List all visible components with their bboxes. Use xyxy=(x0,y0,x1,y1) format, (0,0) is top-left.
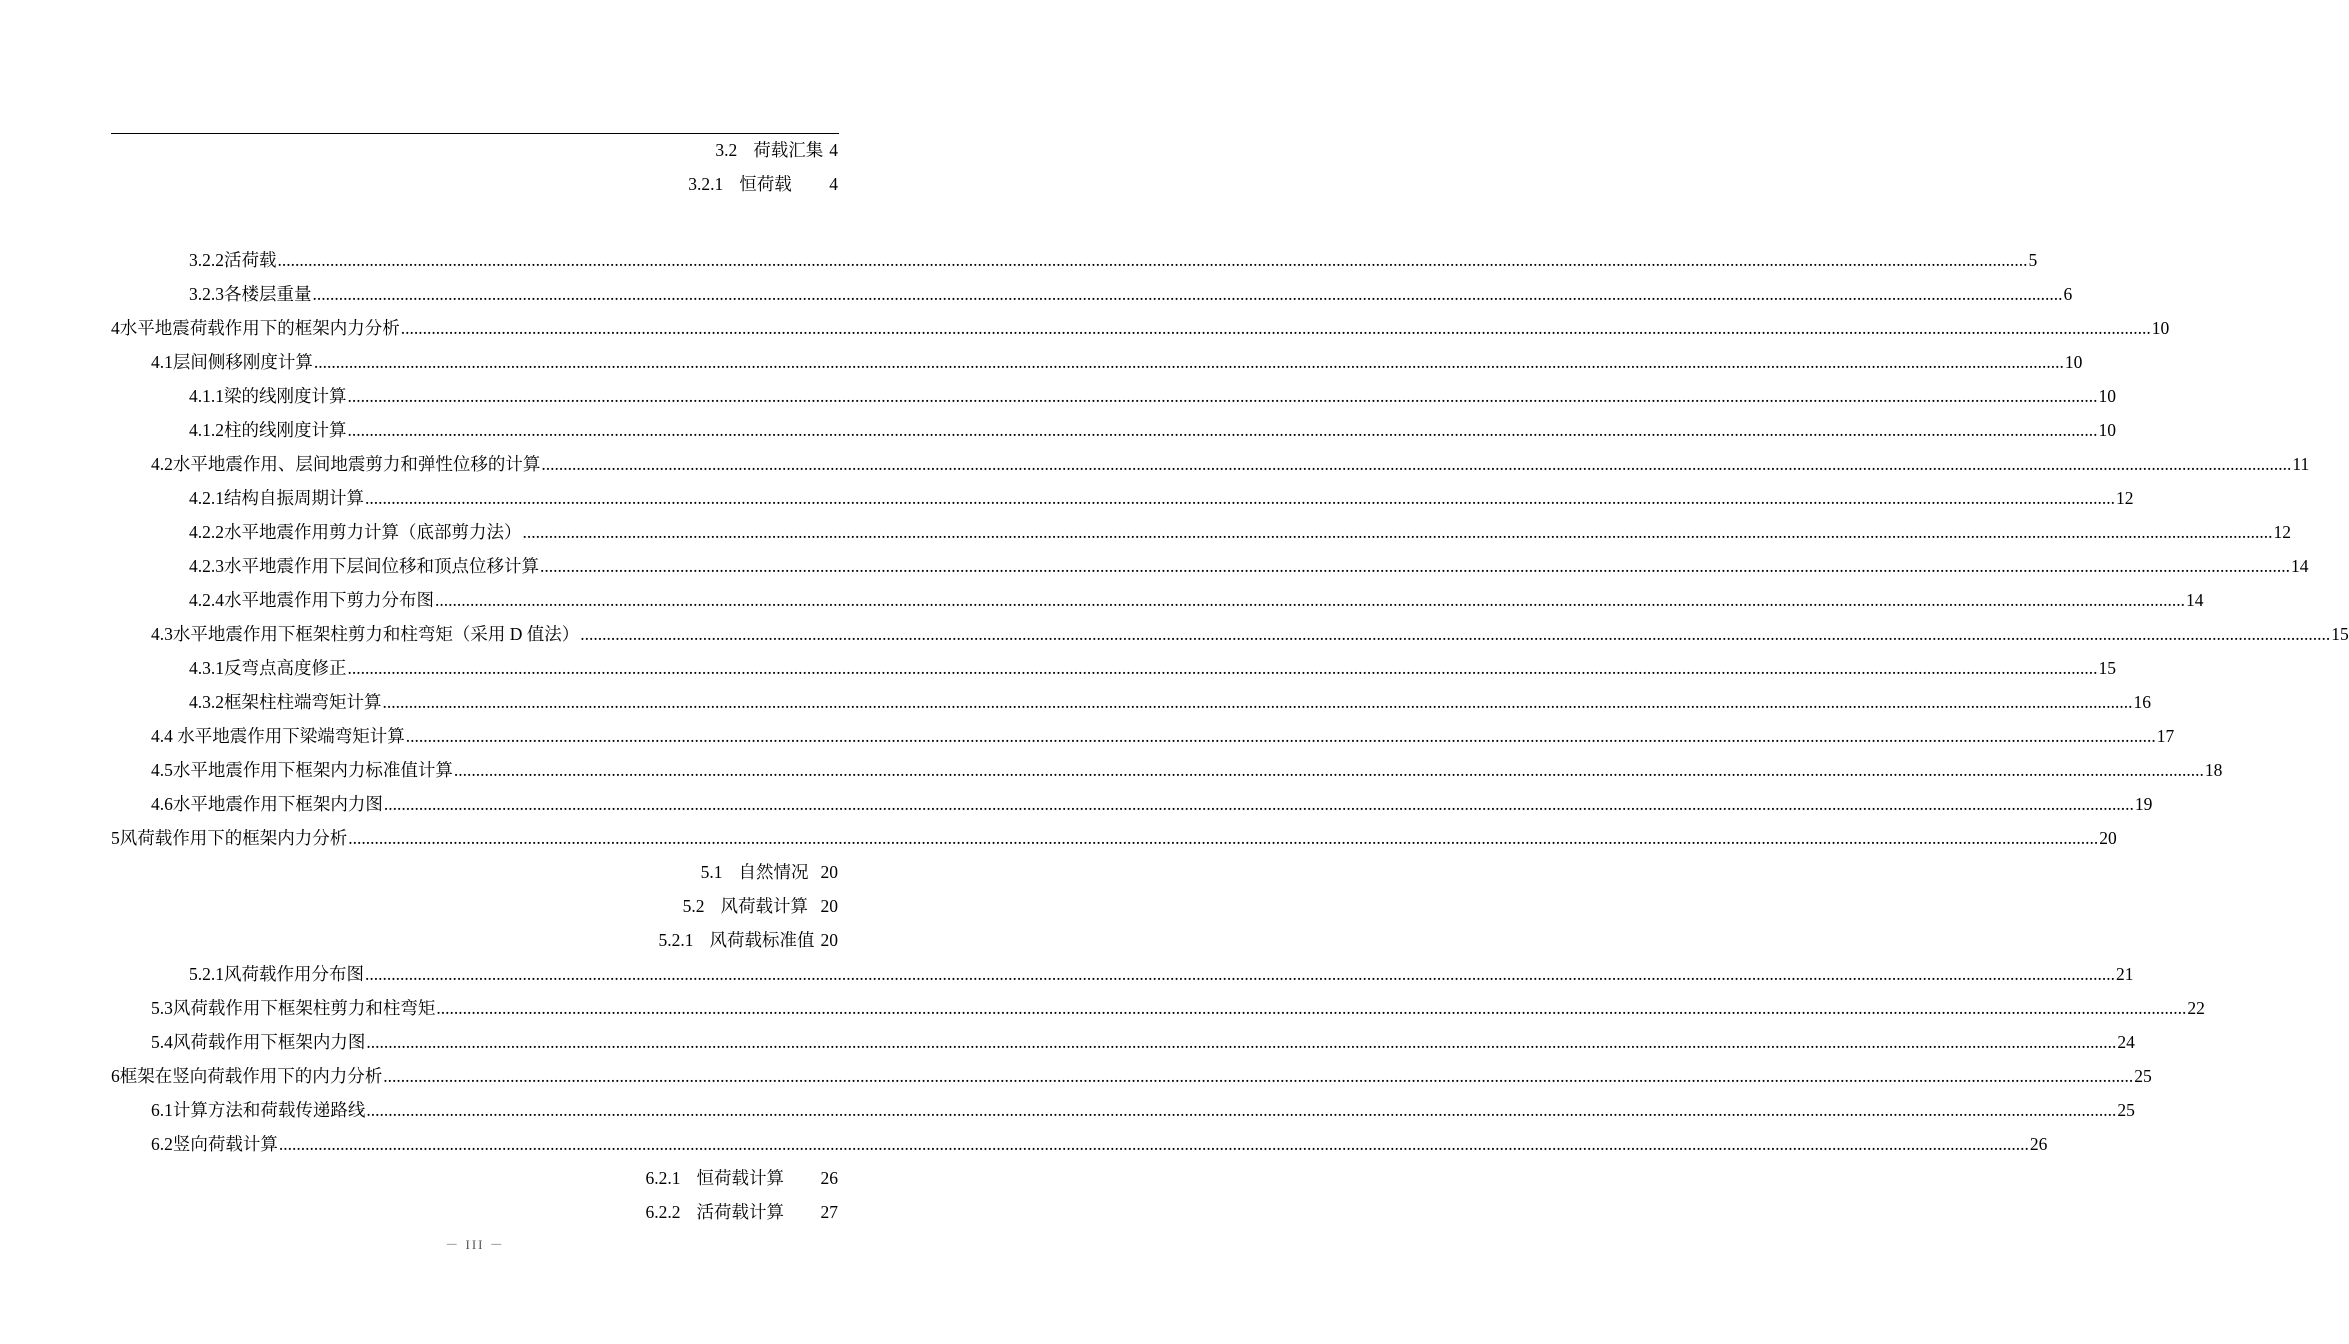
toc-entry-number: 6.1 xyxy=(151,1100,173,1120)
toc-entry[interactable] xyxy=(715,135,838,161)
toc-entry-page: 4 xyxy=(829,174,838,194)
toc-leader-dots: ................................................................................................................................................................................................................................................................................................................................................................................................................ xyxy=(278,1134,2029,1154)
toc-entry[interactable] xyxy=(111,687,2151,713)
toc-entry-page: 12 xyxy=(2273,522,2291,542)
toc-entry-number: 5.2 xyxy=(682,896,705,916)
toc-entry-title: 风荷载计算 xyxy=(720,896,808,916)
toc-entry[interactable] xyxy=(111,755,2223,781)
toc-entry[interactable] xyxy=(646,1163,839,1189)
toc-entry-title: 框架在竖向荷载作用下的内力分析 xyxy=(119,1066,383,1086)
toc-entry-title: 水平地震荷载作用下的框架内力分析 xyxy=(119,318,400,338)
toc-entry[interactable] xyxy=(111,245,2038,271)
toc-entry[interactable] xyxy=(701,857,838,883)
toc-entry-page: 10 xyxy=(2064,352,2083,372)
toc-leader-dots: ................................................................................................................................................................................................................................................................................................................................................................................................................ xyxy=(347,420,2098,440)
toc-entry-title: 框架柱柱端弯矩计算 xyxy=(224,692,382,712)
toc-entry[interactable] xyxy=(646,1197,839,1223)
toc-leader-dots: ................................................................................................................................................................................................................................................................................................................................................................................................................ xyxy=(366,1032,2117,1052)
toc-entry[interactable] xyxy=(111,381,2116,407)
toc-entry-title: 柱的线刚度计算 xyxy=(224,420,347,440)
toc-entry-number: 5.1 xyxy=(700,862,723,882)
toc-entry-number: 5.4 xyxy=(151,1032,173,1052)
toc-entry-title: 反弯点高度修正 xyxy=(224,658,347,678)
toc-entry[interactable] xyxy=(111,415,2116,441)
toc-entry-title: 水平地震作用下框架内力标准值计算 xyxy=(172,760,453,780)
toc-entry-number: 4.1.2 xyxy=(189,420,224,440)
toc-leader-dots: ................................................................................................................................................................................................................................................................................................................................................................................................................ xyxy=(382,692,2133,712)
toc-entry-title: 结构自振周期计算 xyxy=(224,488,364,508)
toc-entry-page: 14 xyxy=(2291,556,2309,576)
toc-entry-number: 3.2.3 xyxy=(189,284,224,304)
toc-entry[interactable] xyxy=(111,279,2073,305)
toc-entry-page: 15 xyxy=(2331,624,2349,644)
toc-leader-dots: ................................................................................................................................................................................................................................................................................................................................................................................................................ xyxy=(277,250,2028,270)
toc-entry-number: 4 xyxy=(111,318,120,338)
toc-entry-title: 荷载汇集 xyxy=(753,140,824,160)
toc-entry-title: 层间侧移刚度计算 xyxy=(172,352,313,372)
toc-entry[interactable] xyxy=(111,347,2083,373)
toc-entry-page: 22 xyxy=(2187,998,2205,1018)
toc-entry[interactable] xyxy=(111,517,2291,543)
toc-entry[interactable] xyxy=(111,789,2153,815)
toc-entry-number: 4.3 xyxy=(151,624,173,644)
toc-entry-number: 3.2.1 xyxy=(688,174,724,194)
toc-entry-number: 4.6 xyxy=(151,794,173,814)
toc-entry-number: 5.3 xyxy=(151,998,173,1018)
toc-leader-dots: ................................................................................................................................................................................................................................................................................................................................................................................................................ xyxy=(383,794,2134,814)
toc-entry-number: 4.5 xyxy=(151,760,173,780)
toc-entry-number: 5.2.1 xyxy=(658,930,694,950)
toc-entry-page: 16 xyxy=(2133,692,2151,712)
toc-leader-dots: ................................................................................................................................................................................................................................................................................................................................................................................................................ xyxy=(348,828,2099,848)
toc-entry-title: 水平地震作用剪力计算（底部剪力法） xyxy=(224,522,522,542)
toc-entry-number: 3.2.2 xyxy=(189,250,224,270)
toc-entry-number: 5 xyxy=(111,828,120,848)
toc-leader-dots: ................................................................................................................................................................................................................................................................................................................................................................................................................ xyxy=(435,590,2185,610)
toc-entry-number: 6.2 xyxy=(151,1134,173,1154)
toc-entry-page: 17 xyxy=(2156,726,2175,746)
toc-entry-title: 恒荷载计算 xyxy=(696,1168,784,1188)
toc-entry[interactable] xyxy=(111,1129,2048,1155)
toc-entry-title: 水平地震作用下框架内力图 xyxy=(172,794,383,814)
toc-entry[interactable] xyxy=(111,449,2310,475)
toc-leader-dots: ................................................................................................................................................................................................................................................................................................................................................................................................................ xyxy=(312,284,2063,304)
toc-entry[interactable] xyxy=(111,653,2116,679)
toc-entry-number: 4.2.2 xyxy=(189,522,224,542)
toc-leader-dots: ................................................................................................................................................................................................................................................................................................................................................................................................................ xyxy=(365,964,2115,984)
toc-entry-number: 4.1.1 xyxy=(189,386,224,406)
toc-entry-title: 风荷载标准值 xyxy=(709,930,815,950)
toc-entry[interactable] xyxy=(111,993,2205,1019)
toc-leader-dots: ................................................................................................................................................................................................................................................................................................................................................................................................................ xyxy=(347,386,2098,406)
toc-entry-page: 6 xyxy=(2063,284,2073,304)
toc-entry[interactable] xyxy=(111,823,2117,849)
toc-entry-title: 各楼层重量 xyxy=(224,284,312,304)
toc-entry-number: 4.1 xyxy=(151,352,173,372)
toc-entry-title: 计算方法和荷载传递路线 xyxy=(172,1100,366,1120)
toc-entry-number: 4.3.2 xyxy=(189,692,224,712)
toc-entry-page: 20 xyxy=(820,896,838,916)
toc-entry-number: 5.2.1 xyxy=(189,964,224,984)
toc-entry[interactable] xyxy=(659,925,839,951)
toc-entry-page: 21 xyxy=(2116,964,2134,984)
toc-entry-number: 4.2.4 xyxy=(189,590,224,610)
toc-leader-dots: ................................................................................................................................................................................................................................................................................................................................................................................................................ xyxy=(366,1100,2117,1120)
toc-leader-dots: ................................................................................................................................................................................................................................................................................................................................................................................................................ xyxy=(436,998,2187,1018)
toc-entry[interactable] xyxy=(111,1095,2135,1121)
toc-entry-number: 6.2.2 xyxy=(645,1202,681,1222)
toc-entry[interactable] xyxy=(111,313,2170,339)
toc-leader-dots: ................................................................................................................................................................................................................................................................................................................................................................................................................ xyxy=(522,522,2273,542)
toc-entry-title: 水平地震作用下剪力分布图 xyxy=(224,590,434,610)
toc-entry-number: 4.2 xyxy=(151,454,173,474)
toc-entry[interactable] xyxy=(111,1061,2152,1087)
toc-entry-page: 27 xyxy=(820,1202,838,1222)
toc-entry-page: 18 xyxy=(2204,760,2223,780)
toc-entry-title: 4.4 水平地震作用下梁端弯矩计算 xyxy=(151,726,405,746)
toc-entry-page: 20 xyxy=(2099,828,2117,848)
toc-entry[interactable] xyxy=(683,891,838,917)
toc-leader-dots: ................................................................................................................................................................................................................................................................................................................................................................................................................ xyxy=(383,1066,2134,1086)
toc-entry[interactable] xyxy=(111,959,2134,985)
toc-entry-title: 水平地震作用下层间位移和顶点位移计算 xyxy=(224,556,539,576)
toc-entry-page: 10 xyxy=(2098,420,2116,440)
toc-entry-title: 活荷载计算 xyxy=(696,1202,784,1222)
toc-entry-page: 10 xyxy=(2151,318,2170,338)
toc-entry-page: 25 xyxy=(2134,1066,2152,1086)
toc-entry-page: 11 xyxy=(2292,454,2310,474)
toc-entry-page: 25 xyxy=(2117,1100,2135,1120)
toc-entry[interactable] xyxy=(111,721,2175,747)
toc-entry-title: 梁的线刚度计算 xyxy=(224,386,347,406)
toc-entry-page: 26 xyxy=(820,1168,838,1188)
toc-entry-title: 恒荷载 xyxy=(739,174,792,194)
toc-entry-page: 24 xyxy=(2117,1032,2135,1052)
toc-entry-number: 6 xyxy=(111,1066,120,1086)
toc-entry-number: 4.2.1 xyxy=(189,488,224,508)
toc-entry-page: 20 xyxy=(820,930,838,950)
toc-entry[interactable] xyxy=(111,1027,2135,1053)
toc-entry[interactable] xyxy=(111,585,2204,611)
toc-entry-page: 26 xyxy=(2029,1134,2048,1154)
header-rule xyxy=(111,133,839,134)
toc-entry-title: 风荷载作用分布图 xyxy=(224,964,364,984)
toc-entry[interactable] xyxy=(111,551,2309,577)
toc-entry-page: 19 xyxy=(2134,794,2153,814)
toc-leader-dots: ................................................................................................................................................................................................................................................................................................................................................................................................................ xyxy=(453,760,2204,780)
toc-entry-page: 20 xyxy=(820,862,838,882)
toc-leader-dots: ................................................................................................................................................................................................................................................................................................................................................................................................................ xyxy=(313,352,2064,372)
toc-entry-title: 活荷载 xyxy=(224,250,277,270)
page-number-footer: － III － xyxy=(445,1237,505,1252)
toc-entry-title: 竖向荷载计算 xyxy=(172,1134,278,1154)
toc-entry[interactable] xyxy=(111,619,2349,645)
toc-entry-title: 自然情况 xyxy=(738,862,809,882)
toc-entry-page: 12 xyxy=(2116,488,2134,508)
toc-entry-title: 风荷载作用下的框架内力分析 xyxy=(119,828,348,848)
toc-leader-dots: ................................................................................................................................................................................................................................................................................................................................................................................................................ xyxy=(347,658,2098,678)
toc-entry-title: 水平地震作用下框架柱剪力和柱弯矩（采用 D 值法） xyxy=(172,624,580,644)
toc-entry[interactable] xyxy=(688,169,838,195)
toc-entry-page: 14 xyxy=(2186,590,2204,610)
toc-entry-page: 10 xyxy=(2098,386,2116,406)
toc-entry-number: 3.2 xyxy=(715,140,738,160)
toc-leader-dots: ................................................................................................................................................................................................................................................................................................................................................................................................................ xyxy=(541,454,2292,474)
toc-entry-page: 15 xyxy=(2098,658,2116,678)
toc-entry-page: 4 xyxy=(829,140,838,160)
toc-leader-dots: ................................................................................................................................................................................................................................................................................................................................................................................................................ xyxy=(405,726,2156,746)
toc-entry[interactable] xyxy=(111,483,2134,509)
toc-entry-number: 4.2.3 xyxy=(189,556,224,576)
toc-leader-dots: ................................................................................................................................................................................................................................................................................................................................................................................................................ xyxy=(540,556,2290,576)
toc-leader-dots: ................................................................................................................................................................................................................................................................................................................................................................................................................ xyxy=(365,488,2115,508)
toc-entry-title: 风荷载作用下框架柱剪力和柱弯矩 xyxy=(172,998,436,1018)
toc-entry-number: 4.3.1 xyxy=(189,658,224,678)
toc-entry-title: 风荷载作用下框架内力图 xyxy=(172,1032,366,1052)
toc-entry-page: 5 xyxy=(2028,250,2038,270)
toc-leader-dots: ................................................................................................................................................................................................................................................................................................................................................................................................................ xyxy=(400,318,2151,338)
toc-entry-number: 6.2.1 xyxy=(645,1168,681,1188)
toc-leader-dots: ................................................................................................................................................................................................................................................................................................................................................................................................................ xyxy=(580,624,2331,644)
toc-entry-title: 水平地震作用、层间地震剪力和弹性位移的计算 xyxy=(172,454,541,474)
